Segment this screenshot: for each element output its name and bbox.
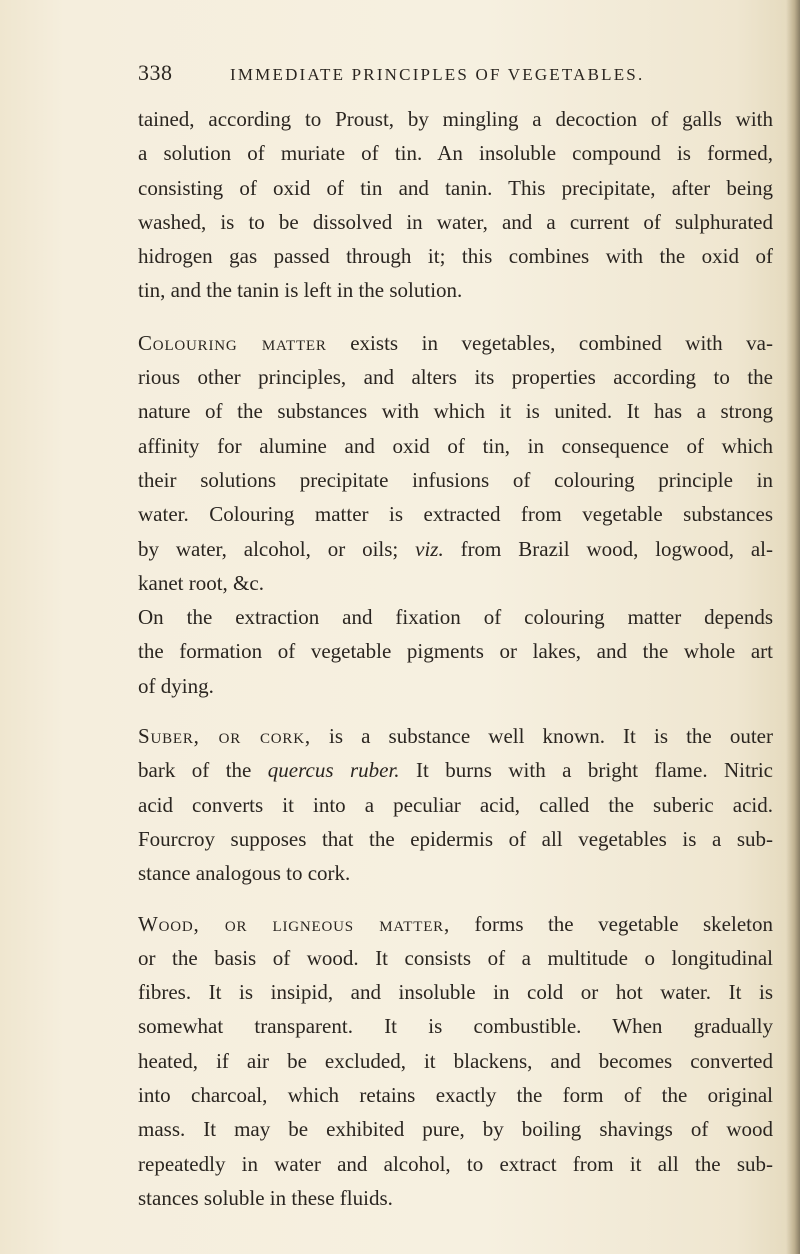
- text-line: of dying.: [138, 673, 214, 698]
- paragraph-tanin: [138, 102, 773, 308]
- text-line: stance analogous to cork.: [138, 861, 351, 886]
- text-line: kanet root, &c.: [138, 570, 264, 595]
- text-line: affinity for alumine and oxid of tin, in consequence of which: [138, 433, 773, 458]
- entry-heading: Suber, or cork,: [138, 724, 311, 749]
- text-line: mass. It may be exhibited pure, by boiling shavings of wood: [138, 1117, 773, 1142]
- text-line: Colouring matter exists in vegetables, combined with va-: [138, 330, 773, 355]
- text-line: by water, alcohol, or oils; viz. from Brazil wood, logwood, al-: [138, 536, 773, 561]
- text-line: into charcoal, which retains exactly the form of the original: [138, 1083, 773, 1108]
- entry-heading: Wood, or ligneous matter,: [138, 911, 451, 936]
- paragraph-suber: [138, 719, 773, 890]
- text-line: repeatedly in water and alcohol, to extract from it all the sub-: [138, 1151, 773, 1176]
- text-line: nature of the substances with which it is united. It has a strong: [138, 399, 773, 424]
- text-line: On the extraction and fixation of colouring matter depends: [138, 605, 773, 630]
- text-line: Suber, or cork, is a substance well known. It is the outer: [138, 724, 773, 749]
- text-line: the formation of vegetable pigments or lakes, and the whole art: [138, 639, 773, 664]
- text-line: tin, and the tanin is left in the solution.: [138, 278, 463, 303]
- text-line: fibres. It is insipid, and insoluble in cold or hot water. It is: [138, 980, 773, 1005]
- body-text: [138, 102, 773, 1215]
- text-line: or the basis of wood. It consists of a multitude o longitudinal: [138, 945, 773, 970]
- text-line: water. Colouring matter is extracted from vegetable substances: [138, 502, 773, 527]
- text-line: hidrogen gas passed through it; this combines with the oxid of: [138, 244, 773, 269]
- text-line: a solution of muriate of tin. An insoluble compound is formed,: [138, 141, 773, 166]
- text-line: bark of the quercus ruber. It burns with a bright flame. Nitric: [138, 758, 773, 783]
- page-number: 338: [138, 60, 173, 85]
- text-line: rious other principles, and alters its properties according to the: [138, 365, 773, 390]
- running-head: [138, 60, 778, 90]
- text-line: washed, is to be dissolved in water, and a current of sulphurated: [138, 209, 773, 234]
- text-line: stances soluble in these fluids.: [138, 1185, 393, 1210]
- text-line: Wood, or ligneous matter, forms the vegetable skeleton: [138, 911, 773, 936]
- text-line: somewhat transparent. It is combustible. When gradually: [138, 1014, 773, 1039]
- text-line: tained, according to Proust, by mingling a decoction of galls with: [138, 107, 773, 131]
- text-line: consisting of oxid of tin and tanin. This precipitate, after being: [138, 175, 773, 200]
- text-line: heated, if air be excluded, it blackens, and becomes converted: [138, 1048, 773, 1073]
- entry-heading: Colouring matter: [138, 330, 327, 355]
- paragraph-wood: [138, 907, 773, 1216]
- page-edge-shadow: [786, 0, 800, 1254]
- running-title: IMMEDIATE PRINCIPLES OF VEGETABLES.: [230, 65, 645, 84]
- paragraph-colouring-matter: [138, 326, 773, 703]
- text-line: acid converts it into a peculiar acid, called the suberic acid.: [138, 792, 773, 817]
- text-line: Fourcroy supposes that the epidermis of all vegetables is a sub-: [138, 826, 773, 851]
- text-line: their solutions precipitate infusions of colouring principle in: [138, 467, 773, 492]
